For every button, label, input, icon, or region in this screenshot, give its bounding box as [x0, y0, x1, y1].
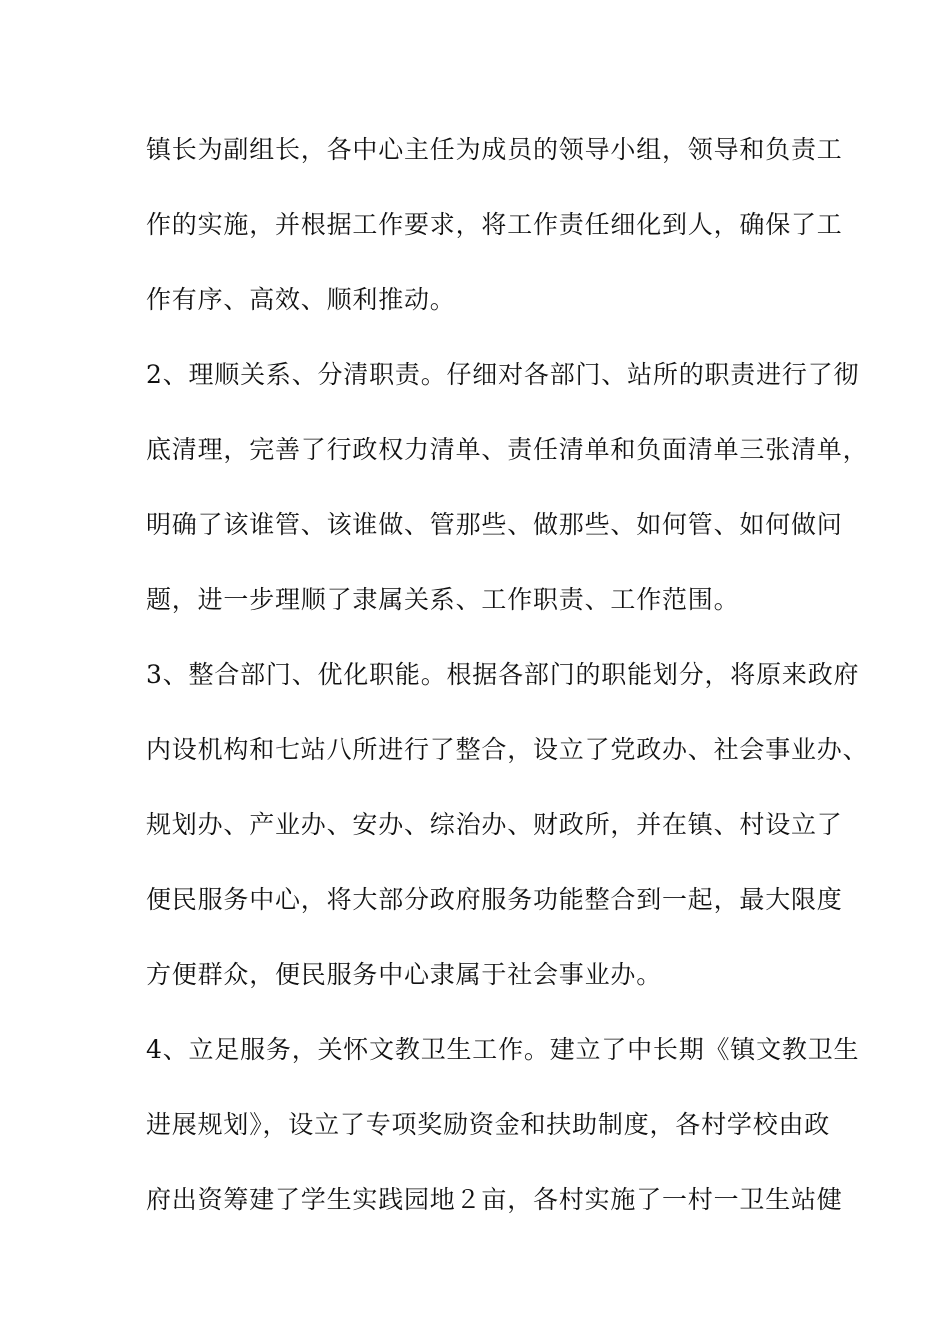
paragraph-3-start: 3、整合部门、优化职能。根据各部门的职能划分，将原来政府 — [146, 660, 860, 689]
text-line: 方便群众，便民服务中心隶属于社会事业办。 — [146, 960, 663, 989]
text-line: 内设机构和七站八所进行了整合，设立了党政办、社会事业办、 — [146, 735, 869, 764]
text-line: 题，进一步理顺了隶属关系、工作职责、工作范围。 — [146, 585, 740, 614]
paragraph-2-start: 2、理顺关系、分清职责。仔细对各部门、站所的职责进行了彻 — [146, 360, 860, 389]
text-line: 进展规划》，设立了专项奖励资金和扶助制度，各村学校由政 — [146, 1110, 831, 1139]
text-line: 镇长为副组长，各中心主任为成员的领导小组，领导和负责工 — [146, 135, 843, 164]
text-line: 作有序、高效、顺利推动。 — [146, 285, 456, 314]
text-line: 规划办、产业办、安办、综治办、财政所，并在镇、村设立了 — [146, 810, 843, 839]
text-line: 作的实施，并根据工作要求，将工作责任细化到人，确保了工 — [146, 210, 843, 239]
text-line: 府出资筹建了学生实践园地２亩，各村实施了一村一卫生站健 — [146, 1185, 843, 1214]
paragraph-4-start: 4、立足服务，关怀文教卫生工作。建立了中长期《镇文教卫生 — [146, 1035, 860, 1064]
text-line: 便民服务中心，将大部分政府服务功能整合到一起，最大限度 — [146, 885, 843, 914]
text-line: 明确了该谁管、该谁做、管那些、做那些、如何管、如何做问 — [146, 510, 843, 539]
text-line: 底清理，完善了行政权力清单、责任清单和负面清单三张清单， — [146, 435, 869, 464]
